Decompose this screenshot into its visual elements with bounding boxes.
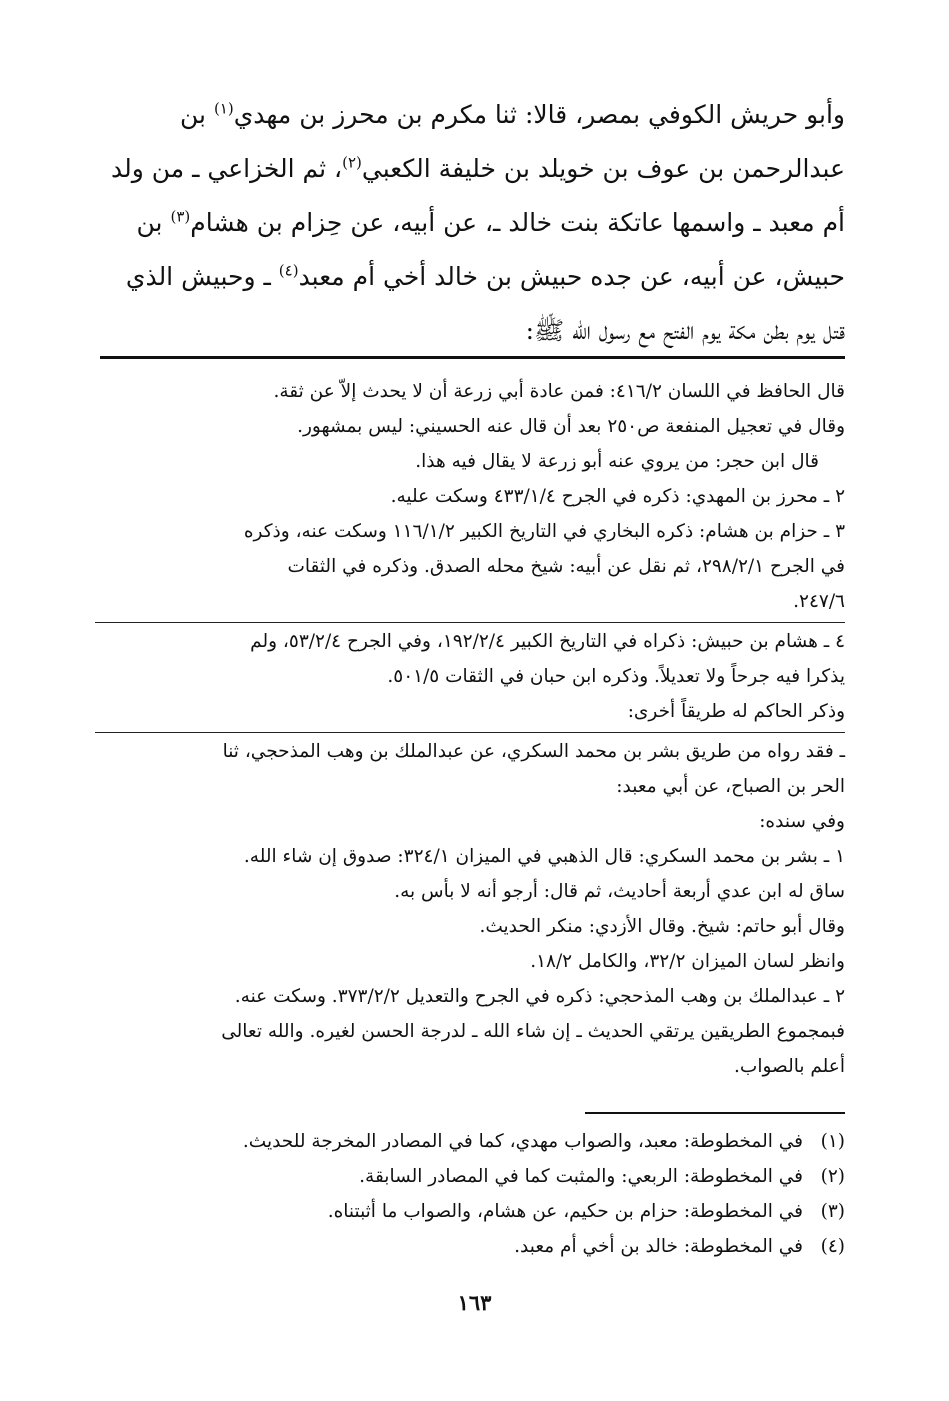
note-line: وانظر لسان الميزان ٣٢/٢، والكامل ١٨/٢.: [530, 951, 845, 972]
footnotes: [100, 1124, 845, 1264]
note-line: ـ فقد رواه من طريق بشر بن محمد السكري، عن عبدالملك بن وهب المذحجي، ثنا: [95, 732, 845, 769]
commentary-notes: [95, 374, 845, 1084]
note-line: ٣ ـ حزام بن هشام: ذكره البخاري في التاريخ الكبير ١١٦/١/٢ وسكت عنه، وذكره: [243, 521, 845, 542]
note-line: ٤ ـ هشام بن حبيش: ذكراه في التاريخ الكبير ١٩٢/٢/٤، وفي الجرح ٥٣/٢/٤، ولم: [95, 622, 845, 659]
main-text: [100, 88, 845, 358]
footnote-number: (٤): [820, 1236, 845, 1257]
note-line: قال ابن حجر: من يروي عنه أبو زرعة لا يقال فيه هذا.: [415, 451, 819, 472]
note-line: فبمجموع الطريقين يرتقي الحديث ـ إن شاء الله ـ لدرجة الحسن لغيره. والله تعالى: [221, 1021, 845, 1042]
footnote-ref[interactable]: (٢): [342, 153, 362, 172]
main-text-segment: ـ وحبيش الذي: [125, 262, 279, 291]
footnote-text: في المخطوطة: حزام بن حكيم، عن هشام، والصواب ما أثبتناه.: [327, 1201, 803, 1222]
main-line: [100, 142, 845, 196]
note-line: ٢٤٧/٦.: [793, 591, 845, 612]
note-line: في الجرح ٢٩٨/٢/١، ثم نقل عن أبيه: شيخ محله الصدق. وذكره في الثقات: [287, 556, 845, 577]
main-text-segment: أم معبد ـ واسمها عاتكة بنت خالد ـ، عن أبيه، عن حِزام بن هشام: [190, 208, 845, 237]
note-line: ساق له ابن عدي أربعة أحاديث، ثم قال: أرجو أنه لا بأس به.: [394, 881, 845, 902]
footnote-ref[interactable]: (٣): [170, 207, 191, 226]
main-paragraph: [100, 88, 845, 358]
note-line: قال الحافظ في اللسان ٤١٦/٢: فمن عادة أبي زرعة أن لا يحدث إلاّ عن ثقة.: [273, 381, 845, 402]
main-line: [100, 196, 845, 250]
footnote-item: [100, 1124, 845, 1159]
note-line: وفي سنده:: [759, 811, 845, 832]
note-line: وذكر الحاكم له طريقاً أخرى:: [627, 701, 845, 722]
note-line: الحر بن الصباح، عن أبي معبد:: [616, 776, 845, 797]
footnote-separator-rule: [585, 1112, 845, 1114]
note-line: ٢ ـ محرز بن المهدي: ذكره في الجرح ٤٣٣/١/٤ وسكت عليه.: [390, 486, 845, 507]
footnote-number: (١): [820, 1131, 845, 1152]
note-line: أعلم بالصواب.: [734, 1056, 845, 1077]
main-line: [100, 88, 845, 142]
main-line: [100, 250, 845, 304]
note-line: وقال في تعجيل المنفعة ص٢٥٠ بعد أن قال عنه الحسيني: ليس بمشهور.: [297, 416, 845, 437]
footnote-text: في المخطوطة: معبد، والصواب مهدي، كما في المصادر المخرجة للحديث.: [242, 1131, 803, 1152]
main-text-segment: بن: [136, 208, 171, 237]
note-line: يذكرا فيه جرحاً ولا تعديلاً. وذكره ابن حبان في الثقات ٥٠١/٥.: [387, 666, 845, 687]
footnote-text: في المخطوطة: خالد بن أخي أم معبد.: [514, 1236, 803, 1257]
main-text-segment: وأبو حريش الكوفي بمصر، قالا: ثنا مكرم بن محرز بن مهدي: [233, 100, 845, 129]
note-line: ١ ـ بشر بن محمد السكري: قال الذهبي في الميزان ٣٢٤/١: صدوق إن شاء الله.: [243, 846, 845, 867]
footnote-item: [100, 1229, 845, 1264]
page-number: ١٦٣: [457, 1290, 492, 1315]
footnote-item: [100, 1194, 845, 1229]
footnote-item: [100, 1159, 845, 1194]
footnote-number: (٢): [820, 1166, 845, 1187]
main-text-segment: بن: [180, 100, 214, 129]
main-separator-rule: [100, 356, 845, 359]
footnote-text: في المخطوطة: الربعي: والمثبت كما في المصادر السابقة.: [359, 1166, 803, 1187]
footnote-number: (٣): [820, 1201, 845, 1222]
note-line: وقال أبو حاتم: شيخ. وقال الأزدي: منكر الحديث.: [479, 916, 845, 937]
main-text-segment: عبدالرحمن بن عوف بن خويلد بن خليفة الكعبي: [361, 154, 845, 183]
footnote-ref[interactable]: (١): [213, 99, 234, 118]
note-line: ٢ ـ عبدالملك بن وهب المذحجي: ذكره في الجرح والتعديل ٣٧٣/٢/٢. وسكت عنه.: [234, 986, 845, 1007]
footnote-ref[interactable]: (٤): [278, 261, 299, 280]
main-line: قتل يوم بطن مكة يوم الفتح مع رسول الله ﷺ:: [525, 316, 845, 345]
main-text-segment: حبيش، عن أبيه، عن جده حبيش بن خالد أخي أم معبد: [298, 262, 845, 291]
main-text-segment: ، ثم الخزاعي ـ من ولد: [110, 154, 343, 183]
